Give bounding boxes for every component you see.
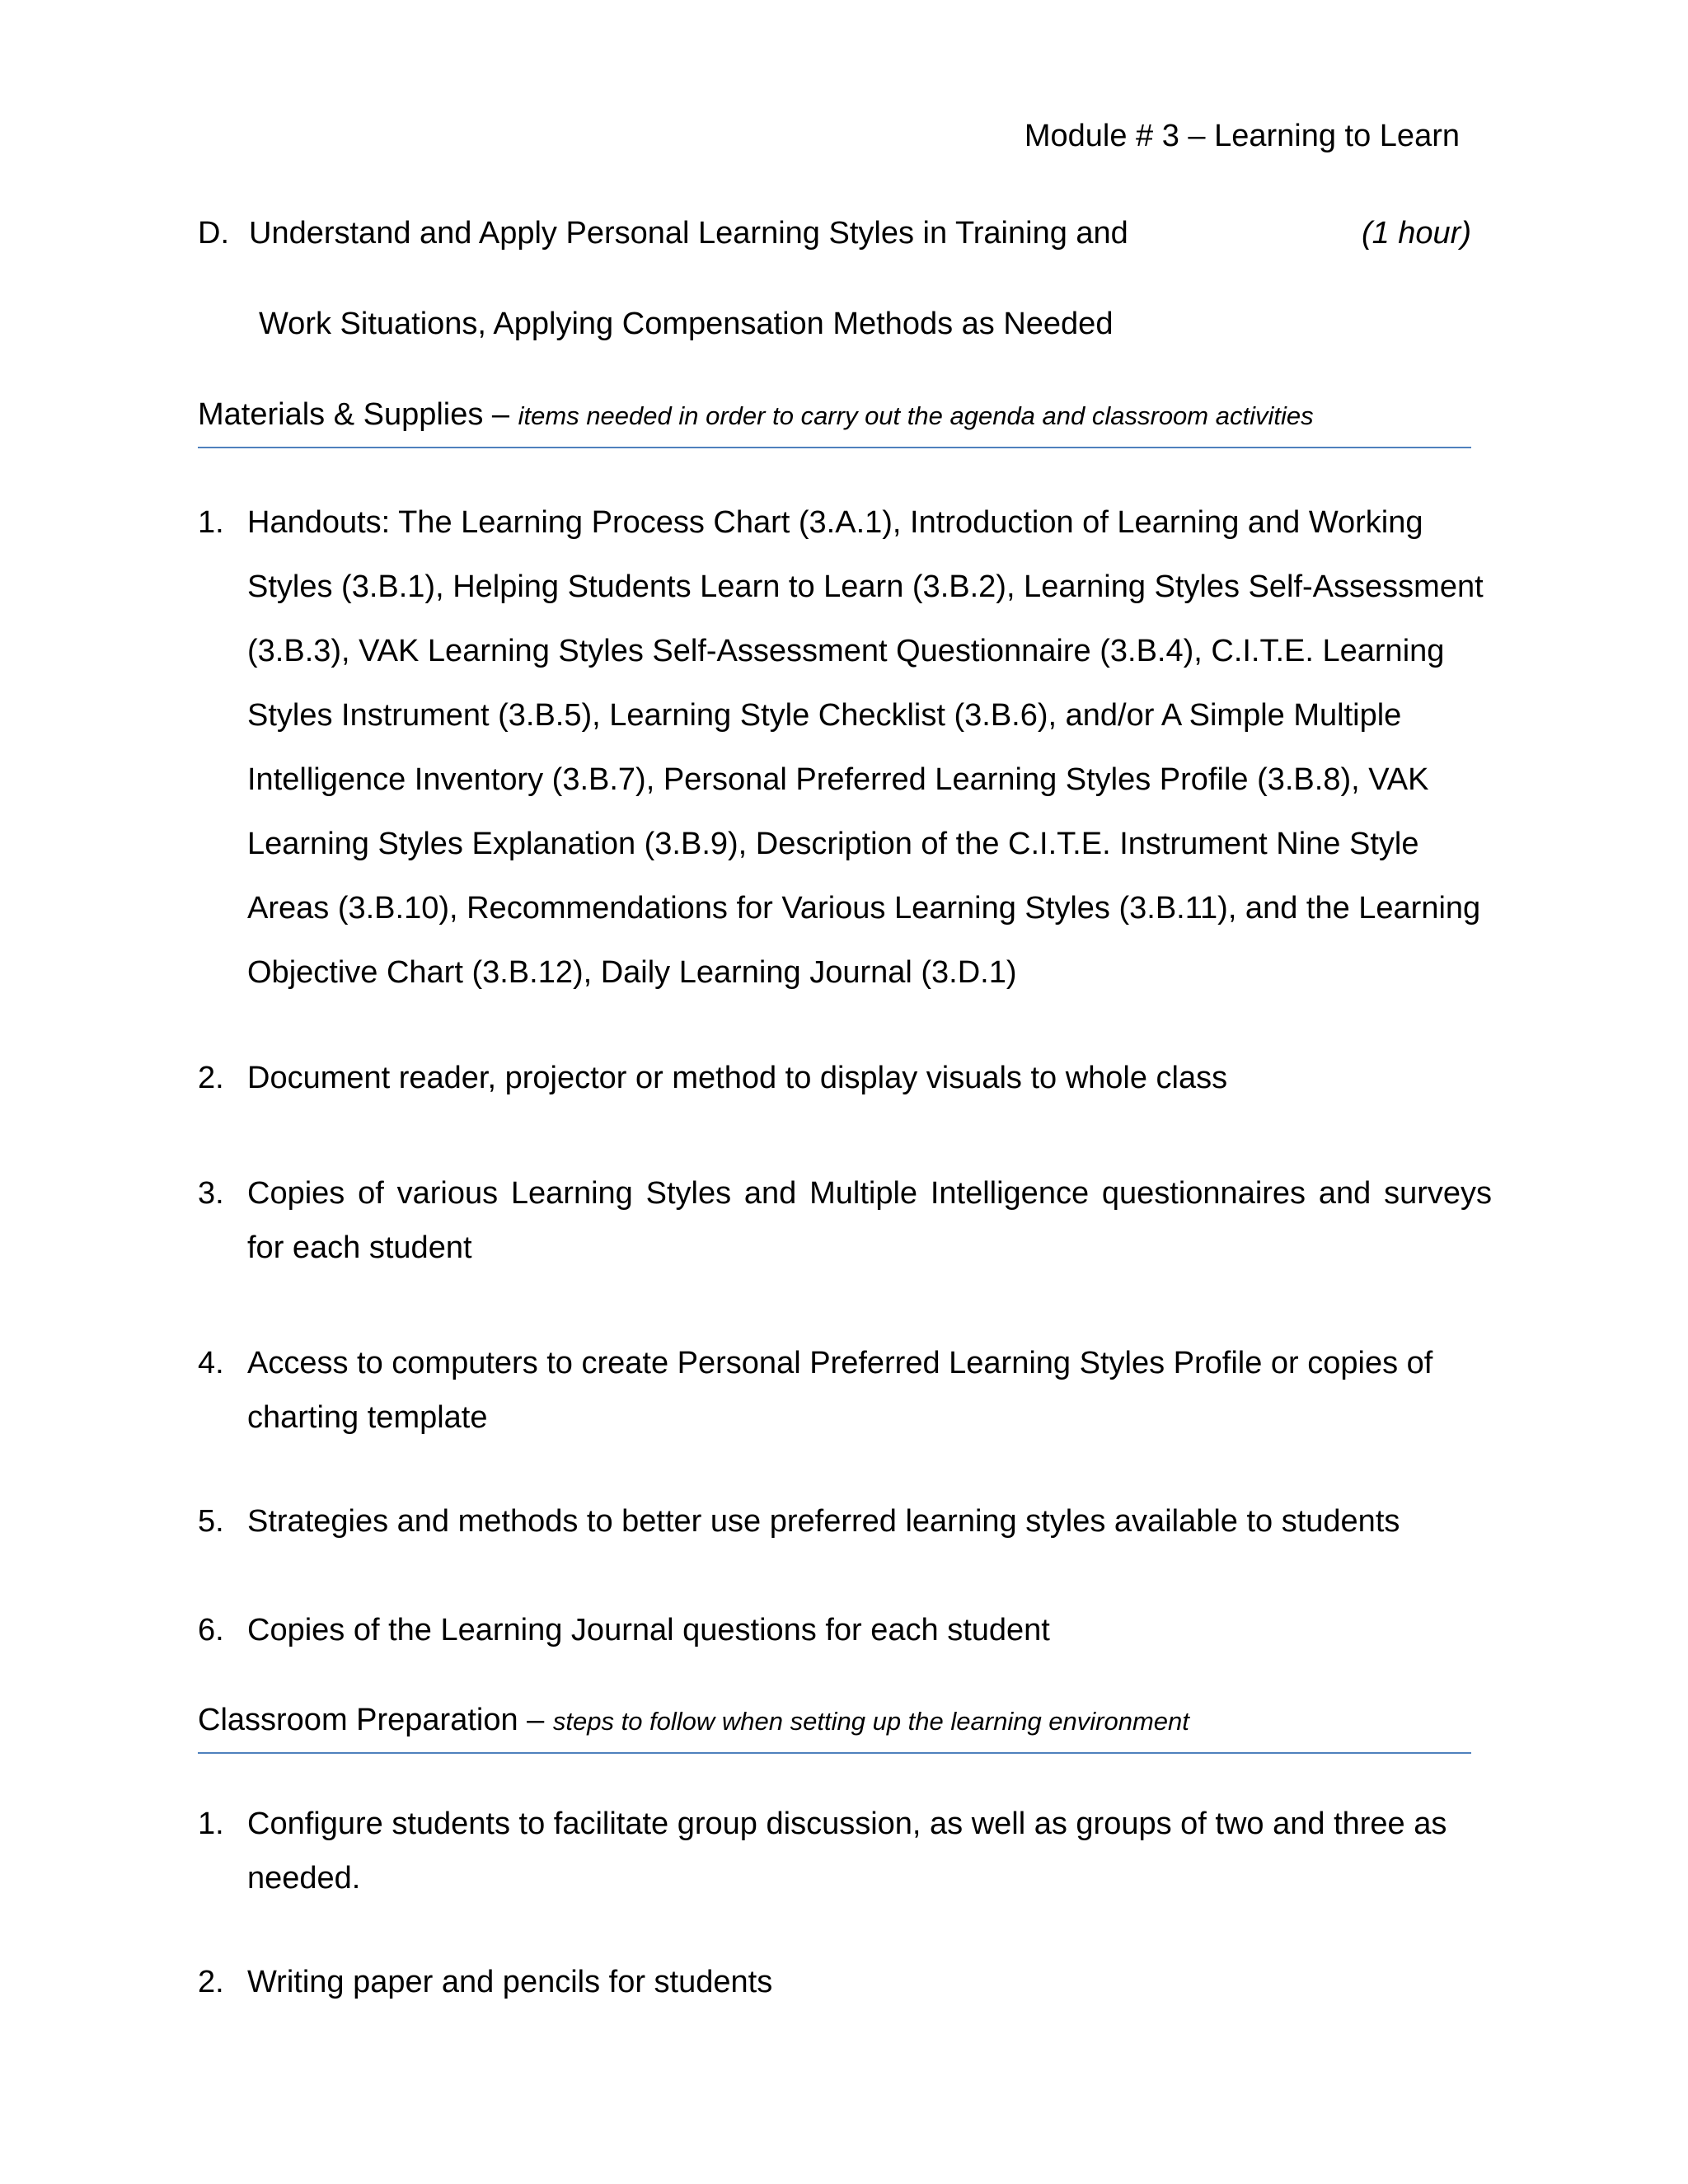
module-header: Module # 3 – Learning to Learn: [1024, 119, 1460, 153]
list-item-text: Document reader, projector or method to display visuals to whole class: [247, 1061, 1228, 1095]
list-item: [198, 1336, 1492, 1445]
list-item: [198, 1051, 1492, 1105]
list-item-text: Writing paper and pencils for students: [247, 1965, 773, 1999]
materials-heading-label: Materials & Supplies –: [198, 397, 510, 432]
list-item: [198, 1166, 1492, 1275]
list-item-number: 1.: [198, 1807, 224, 1841]
list-item: [198, 1955, 1492, 2009]
list-item-text: Strategies and methods to better use preferred learning styles available to students: [247, 1504, 1400, 1539]
materials-list: [198, 490, 1492, 1657]
list-item-number: 6.: [198, 1613, 224, 1647]
list-item: [198, 1494, 1492, 1549]
list-item-number: 2.: [198, 1061, 224, 1095]
list-item-text: Configure students to facilitate group discussion, as well as groups of two and three as needed.: [247, 1807, 1447, 1896]
preparation-heading: [198, 1699, 1471, 1754]
list-item-number: 3.: [198, 1176, 224, 1211]
preparation-list: [198, 1797, 1492, 2009]
list-item-number: 4.: [198, 1346, 224, 1380]
section-title-line2: Work Situations, Applying Compensation Methods as Needed: [259, 307, 1114, 341]
list-item-number: 5.: [198, 1504, 224, 1539]
list-item-text: Copies of various Learning Styles and Multiple Intelligence questionnaires and surveys for each student: [247, 1176, 1492, 1265]
section-title-line1: Understand and Apply Personal Learning Styles in Training and: [249, 216, 1128, 251]
section-duration: (1 hour): [1361, 216, 1471, 251]
list-item-text: Copies of the Learning Journal questions for each student: [247, 1613, 1050, 1647]
preparation-heading-label: Classroom Preparation –: [198, 1703, 545, 1737]
list-item: [198, 1603, 1492, 1657]
materials-heading: [198, 394, 1471, 448]
preparation-heading-description: steps to follow when setting up the learning environment: [552, 1707, 1189, 1736]
list-item: [198, 490, 1492, 1005]
materials-heading-description: items needed in order to carry out the agenda and classroom activities: [518, 401, 1314, 430]
list-item-text: Handouts: The Learning Process Chart (3.A.1), Introduction of Learning and Working Styles (3.B.1), Helping Students Learn to Learn (3.B.2), Learning Styles Self-Assessment (3.B.3), VAK Learning Styles Self-Assessment Questionnaire (3.B.4), C.I.T.E. Learning Styles Instrument (3.B.5), Learning Style Checklist (3.B.6), and/or A Simple Multiple Intelligence Inventory (3.B.7), Personal Preferred Learning Styles Profile (3.B.8), VAK Learning Styles Explanation (3.B.9), Description of the C.I.T.E. Instrument Nine Style Areas (3.B.10), Recommendations for Various Learning Styles (3.B.11), and the Learning Objective Chart (3.B.12), Daily Learning Journal (3.D.1): [247, 505, 1484, 990]
list-item-text: Access to computers to create Personal Preferred Learning Styles Profile or copies of charting template: [247, 1346, 1433, 1435]
section-letter: D.: [198, 216, 229, 251]
list-item-number: 2.: [198, 1965, 224, 1999]
list-item: [198, 1797, 1492, 1905]
list-item-number: 1.: [198, 505, 224, 540]
